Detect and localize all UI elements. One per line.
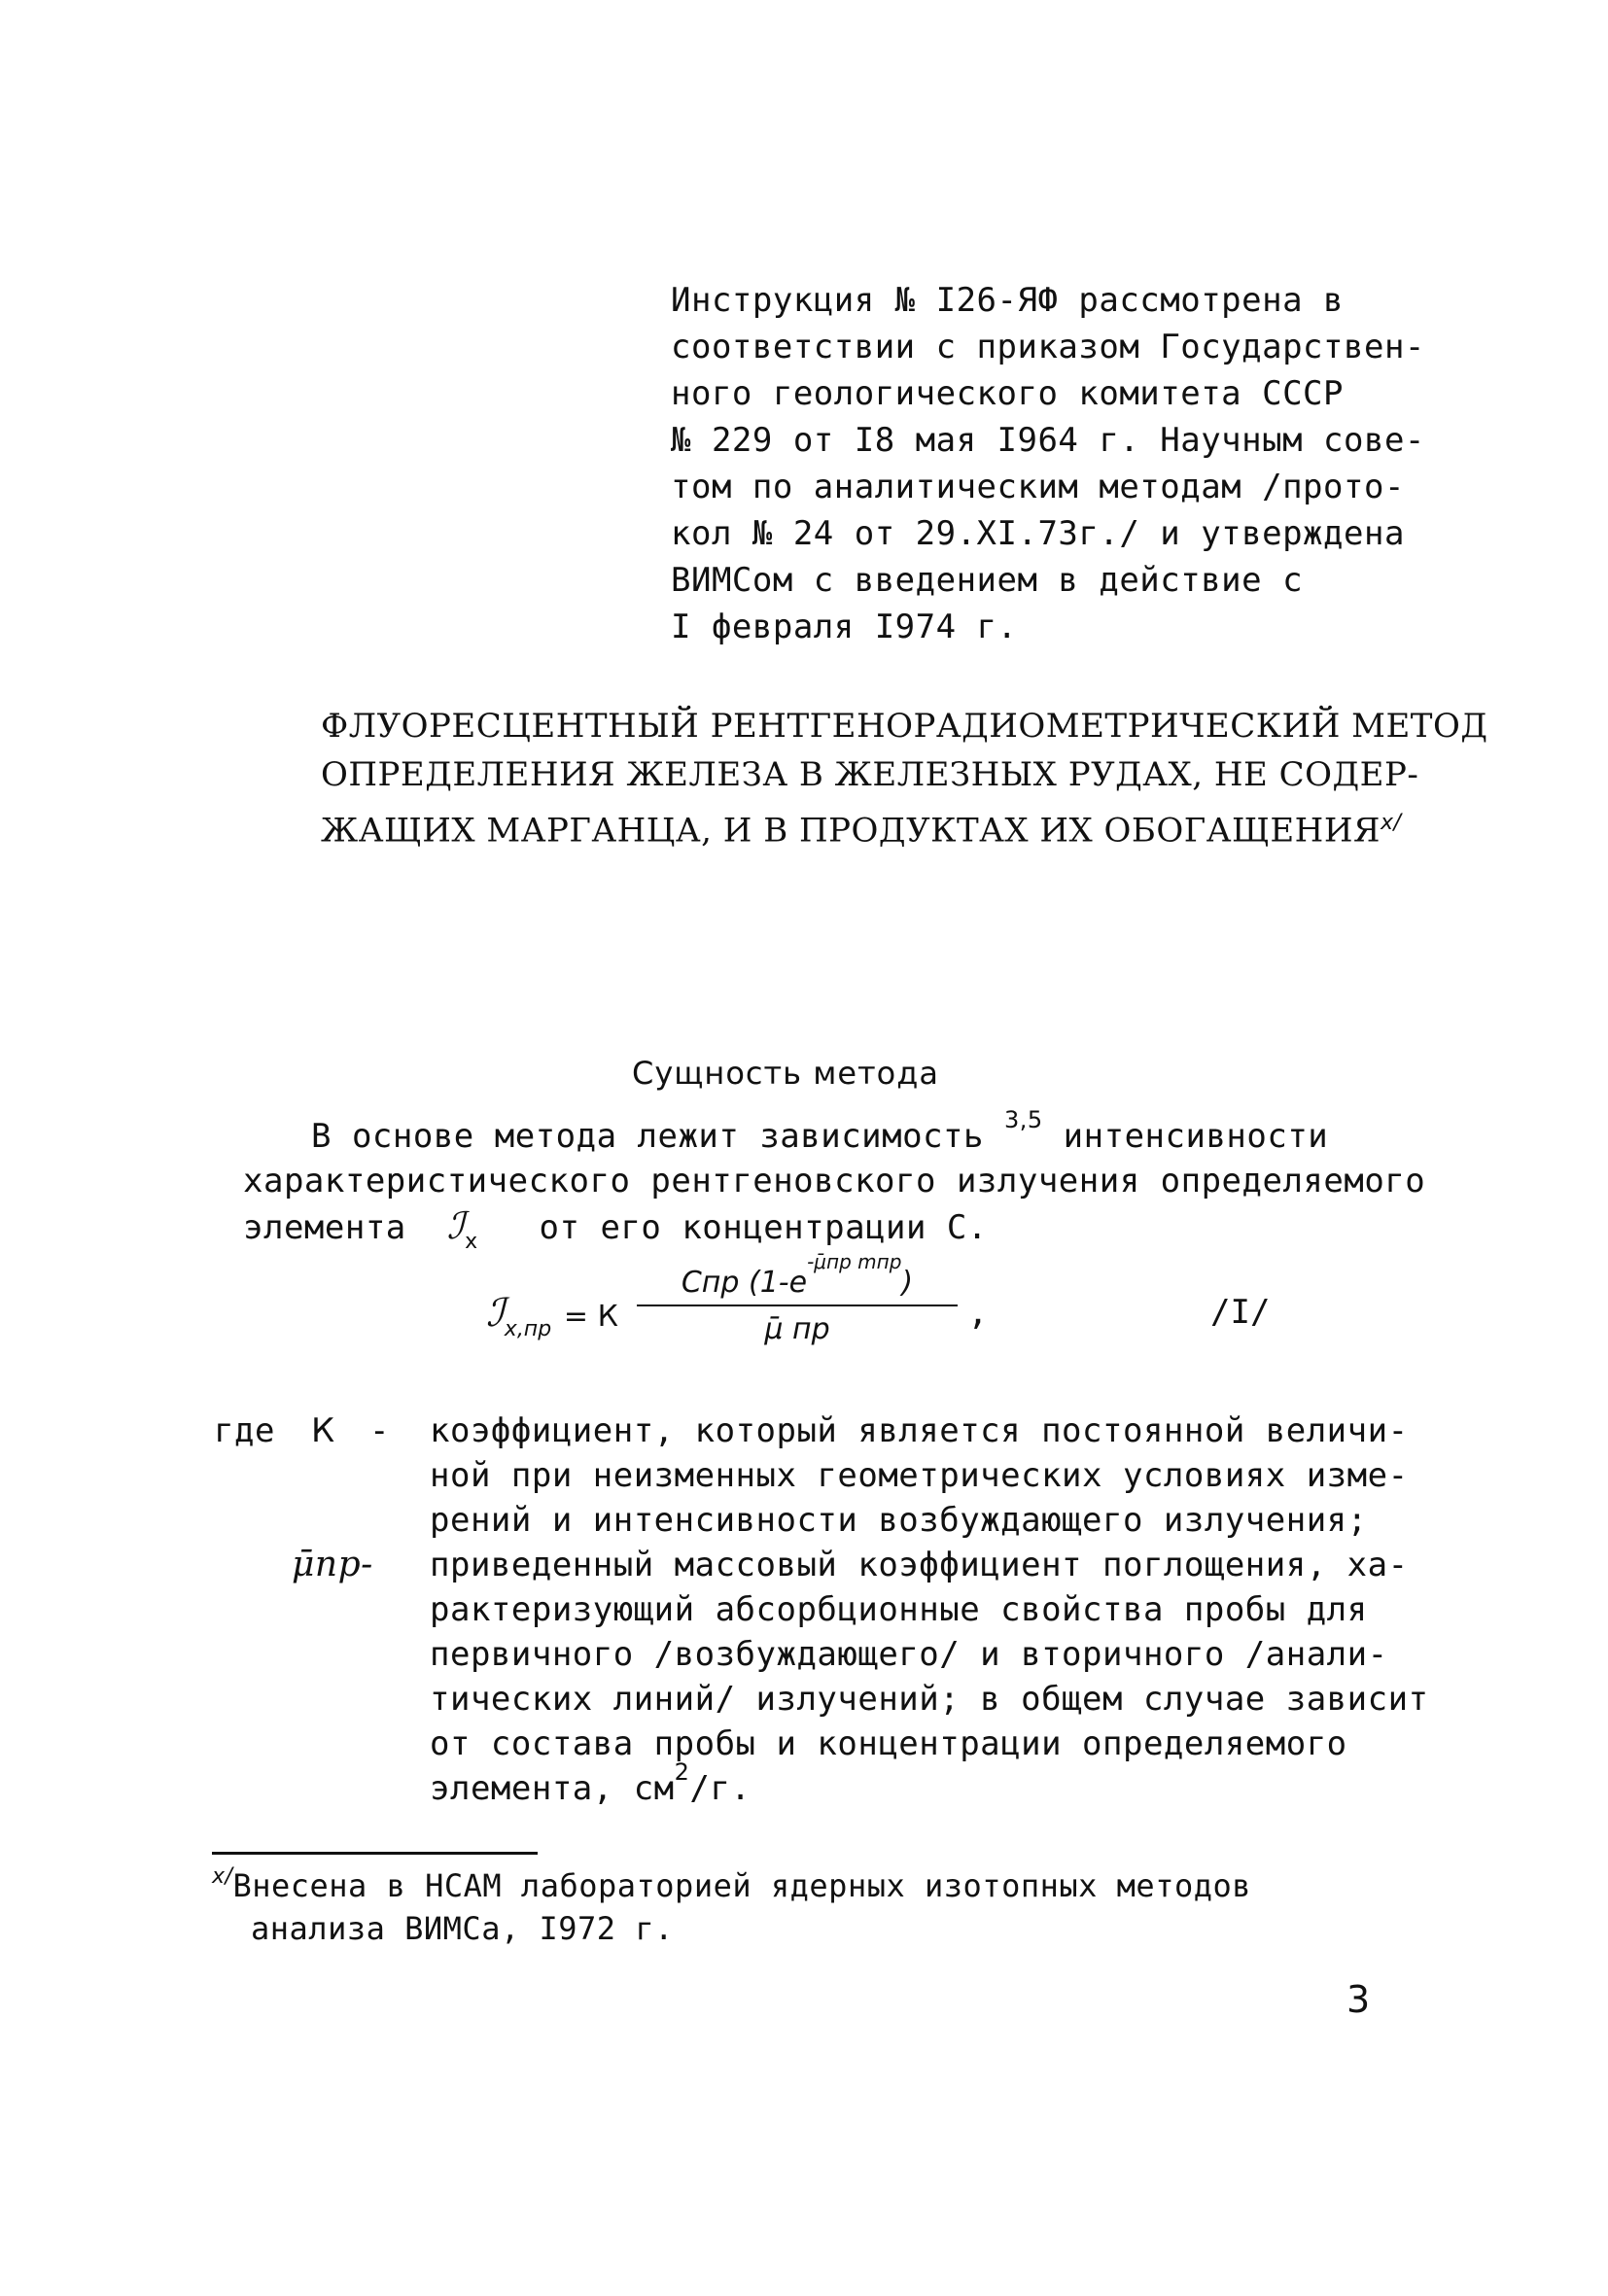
approval-line: Инструкция № I26-ЯФ рассмотрена в — [671, 281, 1345, 320]
unit-superscript: 2 — [674, 1758, 690, 1786]
approval-line: кол № 24 от 29.XI.73г./ и утверждена — [671, 514, 1405, 553]
definition-text: /г. — [689, 1769, 752, 1808]
formula-numerator-text: Cпр (1-e — [681, 1266, 808, 1300]
equation-number: /I/ — [1210, 1293, 1271, 1332]
definition-line: тических линий/ излучений; в общем случае зависит — [430, 1680, 1429, 1719]
definition-line: рений и интенсивности возбуждающего излучения; — [430, 1501, 1368, 1540]
document-title — [321, 702, 1488, 851]
definition-line: от состава пробы и концентрации определяемого — [430, 1724, 1347, 1763]
definition-text: элемента, см — [430, 1769, 675, 1808]
footnote-text: Внесена в НСАМ лабораторией ядерных изотопных методов — [232, 1867, 1252, 1904]
section-heading: Сущность метода — [632, 1055, 939, 1092]
paragraph-line — [243, 1202, 1425, 1254]
formula-exponent: -μ̄пр mпр — [807, 1250, 902, 1273]
approval-line: I февраля I974 г. — [671, 608, 1018, 646]
definition-line: ной при неизменных геометрических условиях изме- — [430, 1456, 1409, 1495]
paragraph-text: элемента — [243, 1208, 406, 1247]
formula-numerator-close: ) — [901, 1266, 914, 1300]
formula-numerator — [637, 1244, 958, 1303]
definition-line — [430, 1758, 1429, 1810]
definition-line: первичного /возбуждающего/ и вторичного /анали- — [430, 1635, 1388, 1674]
section-paragraph — [243, 1106, 1426, 1254]
definitions-list — [214, 1408, 1429, 1810]
approval-note — [671, 277, 1425, 650]
definition-k — [214, 1408, 1429, 1542]
intensity-subscript: x — [465, 1230, 478, 1254]
formula-equals-k: = К — [563, 1300, 618, 1334]
definition-line: рактеризующий абсорбционные свойства пробы для — [430, 1590, 1368, 1629]
formula-denominator: μ̄ пр — [764, 1312, 830, 1346]
definition-line: коэффициент, который является постоянной величи- — [430, 1411, 1409, 1450]
definition-mu — [214, 1542, 1429, 1810]
paragraph-text: от его концентрации С. — [539, 1208, 988, 1247]
title-line: ФЛУОРЕСЦЕНТНЫЙ РЕНТГЕНОРАДИОМЕТРИЧЕСКИЙ МЕТОД — [321, 707, 1488, 746]
title-line — [321, 799, 1487, 851]
approval-line: ного геологического комитета СССР — [671, 374, 1345, 413]
footnote-mark: x/ — [212, 1864, 233, 1889]
formula-lhs — [486, 1291, 618, 1341]
title-line-text: ЖАЩИХ МАРГАНЦА, И В ПРОДУКТАХ ИХ ОБОГАЩЕНИЯ — [321, 811, 1381, 851]
footnote-rule — [212, 1852, 538, 1855]
formula-1 — [486, 1244, 1312, 1380]
term-dash: - — [369, 1411, 390, 1450]
footnote-line: анализа ВИМСа, I972 г. — [251, 1910, 674, 1947]
intensity-symbol: ℐ — [446, 1204, 466, 1247]
paragraph-text: В основе метода лежит зависимость — [311, 1117, 985, 1156]
footnote — [212, 1864, 1251, 1950]
page-number: 3 — [1346, 1978, 1371, 2021]
formula-fraction — [637, 1244, 958, 1353]
mu-symbol: μ̄пр- — [292, 1545, 373, 1584]
formula-lhs-symbol: ℐ — [486, 1291, 505, 1336]
paragraph-line: характеристического рентгеновского излучения определяемого — [243, 1162, 1426, 1200]
approval-line: ВИМСом с введением в действие с — [671, 561, 1304, 600]
definition-line: приведенный массовый коэффициент поглощения, ха- — [430, 1546, 1409, 1584]
formula-lhs-subscript: x,пр — [504, 1317, 552, 1341]
title-line: ОПРЕДЕЛЕНИЯ ЖЕЛЕЗА В ЖЕЛЕЗНЫХ РУДАХ, НЕ СОДЕР- — [321, 755, 1419, 794]
paragraph-text: интенсивности — [1063, 1117, 1329, 1156]
title-footnote-mark: x/ — [1380, 811, 1402, 835]
approval-line: том по аналитическим методам /прото- — [671, 468, 1405, 506]
k-symbol: К — [311, 1411, 335, 1450]
paragraph-line — [243, 1106, 1425, 1158]
formula-comma: , — [967, 1293, 989, 1333]
where-word: где — [214, 1411, 275, 1450]
reference-superscript: 3,5 — [1004, 1106, 1043, 1133]
approval-line: № 229 от I8 мая I964 г. Научным сове- — [671, 421, 1425, 460]
approval-line: соответствии с приказом Государствен- — [671, 328, 1425, 366]
footnote-line — [212, 1864, 1251, 1907]
